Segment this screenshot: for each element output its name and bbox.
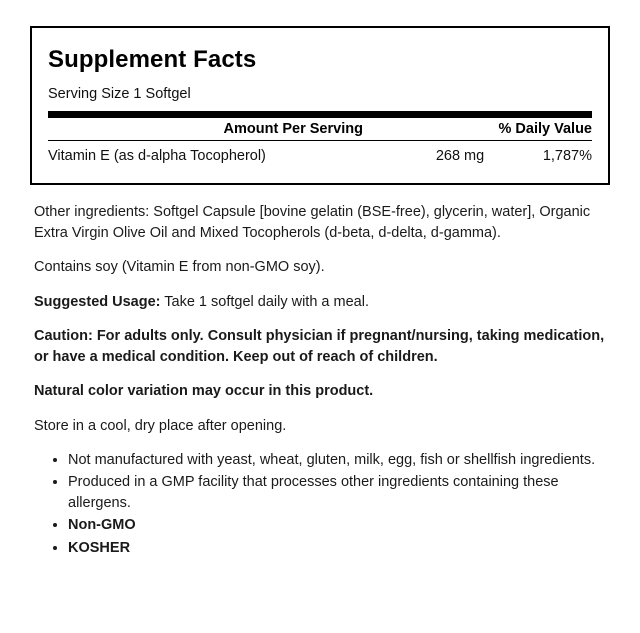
- supplement-facts-panel: [30, 26, 610, 185]
- nutrient-name: Vitamin E (as d-alpha Tocopherol): [48, 148, 266, 164]
- amount-per-serving-header: Amount Per Serving: [223, 121, 363, 137]
- list-item: • Not manufactured with yeast, wheat, gluten, milk, egg, fish or shellfish ingredients.: [68, 450, 606, 471]
- other-ingredients-text: Other ingredients: Softgel Capsule [bovine gelatin (BSE-free), glycerin, water], Organic Extra Virgin Olive Oil and Mixed Tocopherols (d-beta, d-delta, d-gamma).: [34, 204, 591, 241]
- suggested-usage: [34, 292, 606, 313]
- list-item: • KOSHER: [68, 538, 606, 559]
- list-item: • Produced in a GMP facility that processes other ingredients containing these allergens.: [68, 472, 606, 513]
- serving-size: Serving Size 1 Softgel: [48, 86, 191, 102]
- label-body-copy: [30, 202, 610, 559]
- daily-value-header: % Daily Value: [498, 121, 592, 137]
- list-item: • Non-GMO: [68, 515, 606, 536]
- contains-allergen-text: Contains soy (Vitamin E from non-GMO soy).: [34, 259, 325, 276]
- panel-title: Supplement Facts: [48, 46, 257, 73]
- caution-text: Caution: For adults only. Consult physician if pregnant/nursing, taking medication, or have a medical condition. Keep out of reach of children.: [34, 328, 605, 365]
- additional-claims-list: [34, 450, 606, 559]
- color-variation-text: Natural color variation may occur in this product.: [34, 383, 374, 400]
- suggested-usage-text: Take 1 softgel daily with a meal.: [160, 293, 369, 310]
- nutrient-daily-value: 1,787%: [542, 148, 592, 164]
- facts-table-header: [48, 118, 592, 140]
- thick-divider-top: [48, 111, 592, 118]
- nutrient-amount: 268 mg: [435, 148, 485, 164]
- suggested-usage-label: Suggested Usage:: [34, 293, 161, 310]
- storage-text: Store in a cool, dry place after opening.: [34, 418, 287, 435]
- table-row: [48, 141, 592, 173]
